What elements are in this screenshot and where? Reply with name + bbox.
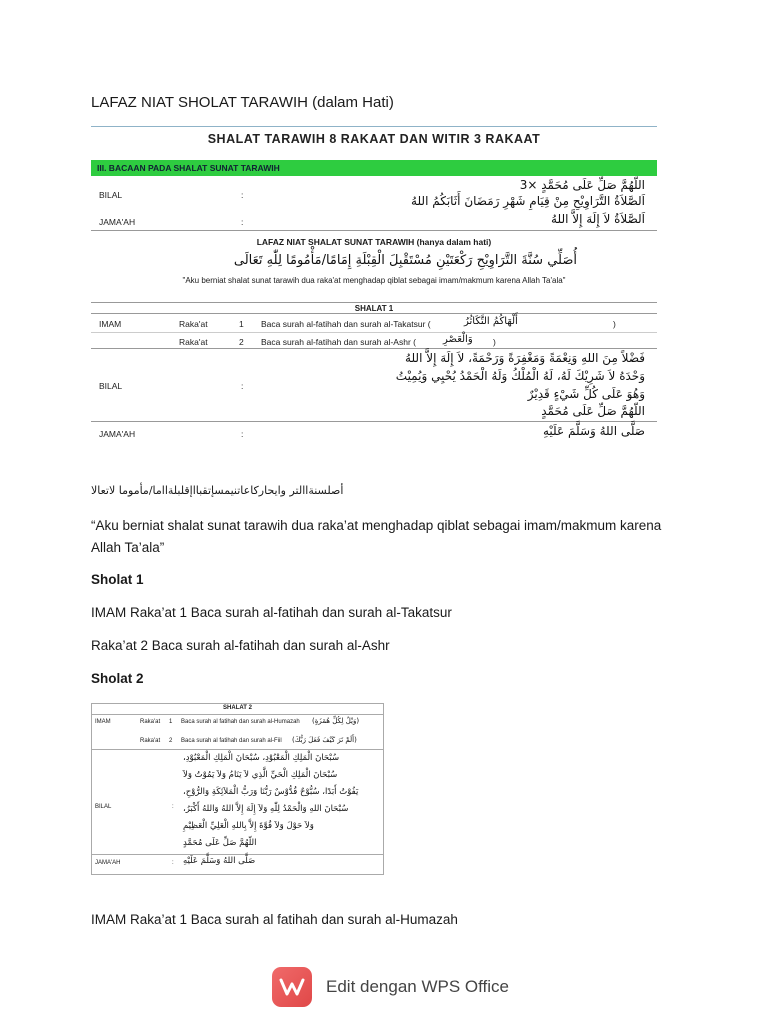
bilal-arabic-line: فَضْلاً مِنَ اللهِ وَنِعْمَةً وَمَغْفِرَةً وَرَحْمَةً، لاَ إِلَهَ إِلاَّ اللهُ xyxy=(405,351,645,365)
jamaah-label: JAMA'AH xyxy=(99,217,136,227)
divider xyxy=(91,302,657,303)
divider xyxy=(91,313,657,314)
sholat-1-heading: Sholat 1 xyxy=(91,572,144,587)
rakaat-number: 2 xyxy=(169,738,173,744)
divider xyxy=(91,230,657,231)
bilal-arabic-line: سُبْحَانَ اللهِ وَالْحَمْدُ لِلّٰهِ وَلاَ إِلَهَ إِلاَّ اللهُ وَاللهُ أَكْبَرُ، xyxy=(183,804,349,814)
bilal-label: BILAL xyxy=(99,190,123,200)
divider xyxy=(92,854,383,855)
sholat-1-line-2: Raka’at 2 Baca surah al-fatihah dan surah al-Ashr xyxy=(91,638,390,653)
shalat-2-table-image xyxy=(91,703,384,875)
bilal-arabic-line: وَهُوَ عَلَى كُلِّ شَيْءٍ قَدِيْرٌ xyxy=(527,387,645,401)
rakaat-label: Raka'at xyxy=(140,719,161,725)
figure-title: SHALAT 2 xyxy=(223,705,252,711)
bilal-arabic-line: اللّهُمَّ صَلِّ عَلَى مُحَمَّدٍ xyxy=(183,838,257,848)
niat-arabic-text: أصلسنةاالتر وايحاركاعاتنيمسإتقبااإقلبلةااما/مأموما لاتعالا xyxy=(91,484,344,497)
bilal-arabic-line: وَلاَ حَوْلَ وَلاَ قُوَّةَ إِلاَّ بِاللهِ الْعَلِيِّ الْعَظِيْمِ xyxy=(183,821,314,831)
colon: : xyxy=(172,860,174,866)
jamaah-arabic-line: صَلَّى اللهُ وَسَلَّمَ عَلَيْهِ xyxy=(543,424,645,438)
colon: : xyxy=(241,429,244,439)
sholat-1-line-1: IMAM Raka’at 1 Baca surah al-fatihah dan surah al-Takatsur xyxy=(91,605,452,620)
colon: : xyxy=(241,190,244,200)
tarawih-table-image xyxy=(91,126,657,442)
niat-translation: "Aku berniat shalat sunat tarawih dua raka'at menghadap qiblat sebagai imam/makmum karena Allah Ta'ala" xyxy=(182,276,566,285)
jamaah-label: JAMA'AH xyxy=(95,860,121,866)
rakaat-label: Raka'at xyxy=(179,319,208,329)
bilal-arabic-line: اللّهُمَّ صَلِّ عَلَى مُحَمَّدٍ ×3 xyxy=(519,178,645,192)
bilal-arabic-line: اللّهُمَّ صَلِّ عَلَى مُحَمَّدٍ xyxy=(541,404,645,418)
divider xyxy=(91,332,657,333)
divider xyxy=(91,126,657,127)
imam-label: IMAM xyxy=(95,719,111,725)
wps-label: Edit dengan WPS Office xyxy=(326,977,510,996)
bilal-label: BILAL xyxy=(95,804,112,810)
sholat-2-heading: Sholat 2 xyxy=(91,671,144,686)
colon: : xyxy=(241,217,244,227)
jamaah-arabic-line: صَلَّى اللهُ وَسَلَّمَ عَلَيْهِ xyxy=(183,856,256,866)
colon: : xyxy=(241,381,244,391)
rakaat-number: 2 xyxy=(239,337,244,347)
colon: : xyxy=(172,804,174,810)
wps-logo-icon xyxy=(272,967,312,1007)
bilal-arabic-line: سُبْحَانَ الْمَلِكِ الْمَعْبُوْدِ، سُبْحَانَ الْمَلِكِ الْمَعْبُوْدِ، xyxy=(183,753,340,763)
sholat-2-line-1: IMAM Raka’at 1 Baca surah al fatihah dan surah al-Humazah xyxy=(91,912,458,927)
shalat-label: SHALAT 1 xyxy=(354,304,394,313)
rakaat-2-text: Baca surah al-fatihah dan surah al-Ashr ( xyxy=(261,337,416,347)
bilal-arabic-line: اَلصَّلاَةُ التَّرَاوِيْحِ مِنْ قِيَامِ شَهْرِ رَمَضَانَ أَثَابَكُمُ اللهُ xyxy=(411,194,645,208)
document-title: LAFAZ NIAT SHOLAT TARAWIH (dalam Hati) xyxy=(91,94,394,111)
imam-label: IMAM xyxy=(99,319,122,329)
bilal-arabic-line: يَفُوْتُ أَبَدًا، سُبُّوْحٌ قُدُّوْسٌ رَبُّنَا وَرَبُّ الْمَلاَئِكَةِ وَالرُّوْحِ، xyxy=(183,787,359,797)
ashr-arabic: وَالْعَصْرِ xyxy=(443,334,473,345)
jamaah-label: JAMA'AH xyxy=(99,429,136,439)
rakaat-1-text: Baca surah al-fatihah dan surah al-Takatsur ( xyxy=(261,319,431,329)
niat-arabic: أُصَلِّي سُنَّةَ التَّرَاوِيْحِ رَكْعَتَيْنِ مُسْتَقْبِلَ الْقِبْلَةِ إِمَامًا/مَأْمُومًا لِلّٰهِ تَعَالَى xyxy=(233,253,577,268)
divider xyxy=(92,749,383,750)
rakaat-number: 1 xyxy=(169,719,173,725)
wps-w-icon xyxy=(279,977,305,997)
rakaat-label: Raka'at xyxy=(179,337,208,347)
jamaah-arabic-line: اَلصَّلاَةُ لاَ إِلَهَ إِلاَّ اللهُ xyxy=(551,212,645,226)
bilal-arabic-line: سُبْحَانَ الْمَلِكِ الْحَيِّ الَّذِي لاَ يَنَامُ وَلاَ يَمُوْتُ وَلاَ xyxy=(183,770,338,780)
rakaat-label: Raka'at xyxy=(140,738,161,744)
niat-translation-paragraph: “Aku berniat shalat sunat tarawih dua raka’at menghadap qiblat sebagai imam/makmum karena Allah Ta’ala” xyxy=(91,518,662,555)
niat-heading: LAFAZ NIAT SHALAT SUNAT TARAWIH (hanya dalam hati) xyxy=(256,237,492,247)
rakaat-1-text: Baca surah al fatihah dan surah al-Humazah xyxy=(181,719,300,725)
bilal-arabic-line: وَحْدَهُ لاَ شَرِيْكَ لَهُ، لَهُ الْمُلْكُ وَلَهُ الْحَمْدُ يُحْيِي وَيُمِيْتُ xyxy=(395,369,645,383)
rakaat-number: 1 xyxy=(239,319,244,329)
bilal-label: BILAL xyxy=(99,381,123,391)
divider xyxy=(91,421,657,422)
fiil-arabic: (أَلَمْ تَرَ كَيْفَ فَعَلَ رَبُّكَ) xyxy=(292,736,357,744)
edit-with-wps-button[interactable] xyxy=(272,966,509,1008)
humazah-arabic: (وَيْلٌ لِكُلِّ هُمَزَةٍ) xyxy=(312,717,360,725)
takatsur-arabic: أَلْهَاكُمُ التَّكَاثُرُ xyxy=(464,316,518,327)
section-header: III. BACAAN PADA SHALAT SUNAT TARAWIH xyxy=(91,160,657,176)
rakaat-2-text: Baca surah al fatihah dan surah al-Fiil xyxy=(181,738,282,744)
paren: ) xyxy=(493,337,496,347)
divider xyxy=(92,714,383,715)
divider xyxy=(91,348,657,349)
paren: ) xyxy=(613,319,616,329)
figure-title: SHALAT TARAWIH 8 RAKAAT DAN WITIR 3 RAKAAT xyxy=(207,132,541,146)
